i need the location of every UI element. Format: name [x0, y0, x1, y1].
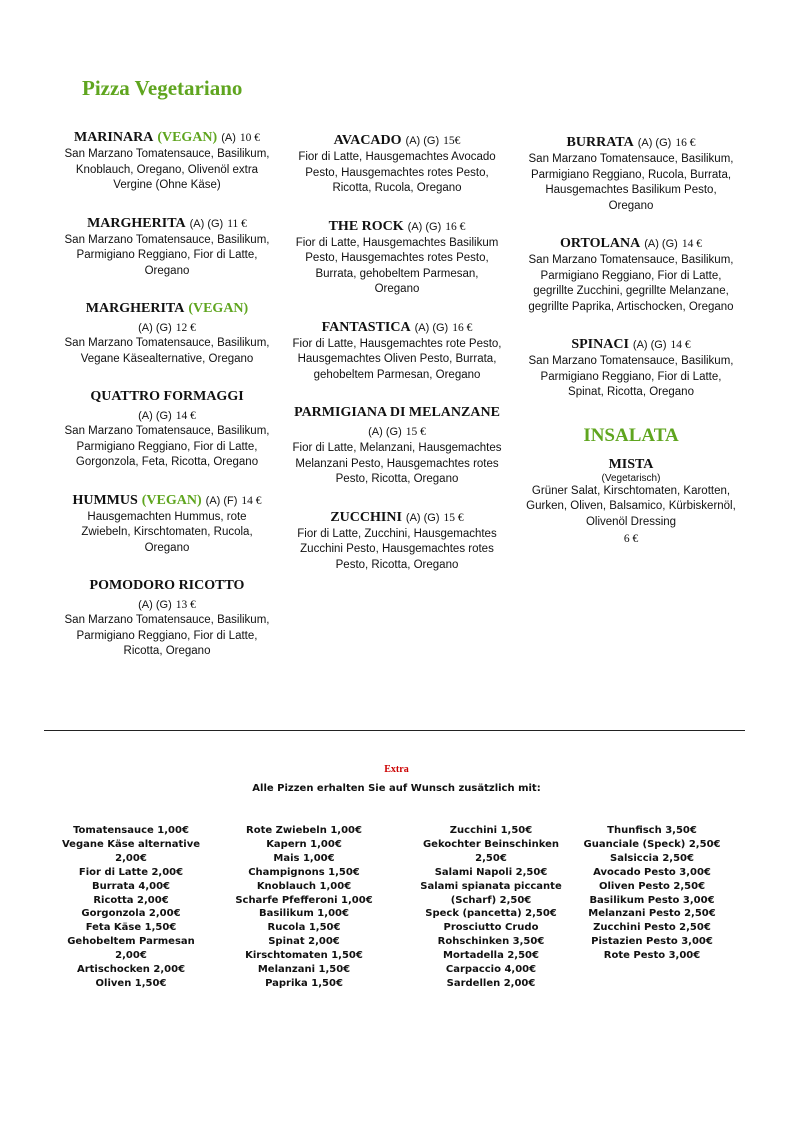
insalata-heading: INSALATA — [583, 424, 679, 446]
item-description: Fior di Latte, Hausgemachtes rote Pesto, Hausgemachtes Oliven Pesto, Burrata, gehobeltem Parmesan, Oregano — [292, 337, 502, 381]
item-name: POMODORO RICOTTO — [89, 578, 245, 593]
extra-line: Tomatensauce 1,00€ — [73, 825, 189, 836]
extra-line: Mortadella 2,50€ — [443, 950, 539, 962]
extra-line: Rote Zwiebeln 1,00€ — [246, 825, 362, 836]
item-name: MARINARA — [73, 130, 154, 145]
extra-line: Carpaccio 4,00€ — [445, 964, 537, 976]
item-codes: (A) — [221, 132, 236, 144]
menu-column-3 — [526, 133, 736, 565]
extra-line: Kapern 1,00€ — [266, 838, 342, 850]
extra-title: Extra — [384, 764, 409, 775]
item-codes: (A) (G) — [138, 599, 172, 611]
item-name: ZUCCHINI — [330, 509, 402, 525]
menu-item — [526, 234, 736, 315]
extra-column-1 — [46, 824, 216, 991]
menu-column-1 — [62, 128, 272, 680]
extra-line: 2,00€ — [115, 950, 147, 962]
extra-line: Fior di Latte 2,00€ — [78, 866, 184, 878]
item-codes: (A) (G) — [189, 217, 224, 230]
extra-line: Ricotta 2,00€ — [93, 894, 169, 906]
item-description: San Marzano Tomatensauce, Basilikum, Parmigiano Reggiano, Fior di Latte, Ricotta, Oregano — [64, 614, 270, 657]
extra-line: Oliven Pesto 2,50€ — [598, 880, 706, 892]
item-price: 15 € — [405, 426, 426, 438]
extra-line: Kirschtomaten 1,50€ — [245, 950, 363, 962]
item-name: MARGHERITA — [87, 215, 186, 231]
item-name: BURRATA — [566, 135, 634, 150]
item-price: 6 € — [623, 533, 639, 545]
extra-column-3 — [406, 824, 576, 991]
item-codes: (A) (G) — [138, 410, 172, 422]
menu-item — [526, 457, 736, 546]
menu-item — [526, 335, 736, 401]
item-description: San Marzano Tomatensauce, Basilikum, Parmigiano Reggiano, Fior di Latte, Gorgonzola, Feta, Ricotta, Oregano — [64, 425, 270, 468]
extra-line: Scharfe Pfefferoni 1,00€ — [235, 894, 373, 906]
item-name: HUMMUS — [72, 492, 138, 508]
extra-line: Vegane Käse alternative — [61, 838, 201, 850]
item-name: SPINACI — [571, 337, 629, 352]
menu-item — [292, 131, 502, 197]
extra-line: Zucchini 1,50€ — [449, 825, 533, 836]
menu-item — [526, 133, 736, 214]
extra-line: Melanzani 1,50€ — [257, 964, 351, 976]
extra-line: Gekochter Beinschinken — [422, 838, 560, 850]
extra-column-2 — [219, 824, 389, 991]
extra-line: Rote Pesto 3,00€ — [603, 950, 701, 962]
extra-line: Oliven 1,50€ — [95, 977, 167, 989]
item-description: Hausgemachten Hummus, rote Zwiebeln, Kirschtomaten, Rucola, Oregano — [81, 510, 253, 554]
extra-line: Rucola 1,50€ — [267, 922, 341, 934]
item-codes: (A) (G) — [138, 322, 172, 334]
extra-line: 2,50€ — [475, 852, 507, 864]
item-description: Fior di Latte, Hausgemachtes Avocado Pesto, Hausgemachtes rotes Pesto, Ricotta, Rucola, Oregano — [298, 151, 496, 194]
item-price: 16 € — [452, 321, 473, 334]
item-price: 12 € — [175, 322, 196, 334]
extra-line: Mais 1,00€ — [273, 852, 335, 864]
item-description: Grüner Salat, Kirschtomaten, Karotten, Gurken, Oliven, Balsamico, Kürbiskernöl, Olivenöl Dressing — [526, 484, 736, 528]
extra-line: Zucchini Pesto 2,50€ — [593, 922, 711, 934]
extra-line: 2,00€ — [115, 852, 147, 864]
extra-line: Basilikum Pesto 3,00€ — [589, 894, 715, 906]
menu-item — [62, 214, 272, 280]
page-title: Pizza Vegetariano — [82, 76, 243, 100]
item-codes: (A) (G) — [644, 238, 678, 250]
item-name: ORTOLANA — [560, 236, 641, 251]
extra-line: Avocado Pesto 3,00€ — [593, 866, 711, 878]
extra-line: Prosciutto Crudo — [443, 922, 539, 934]
item-tag: (VEGAN) — [157, 130, 218, 145]
extra-subtitle: Alle Pizzen erhalten Sie auf Wunsch zusätzlich mit: — [252, 783, 541, 794]
item-codes: (A) (G) — [368, 426, 402, 438]
extra-line: Knoblauch 1,00€ — [256, 880, 352, 892]
section-divider — [44, 730, 745, 731]
item-codes: (A) (G) — [407, 220, 442, 233]
extra-line: Salami spianata piccante — [420, 880, 562, 892]
item-tag: (VEGAN) — [141, 492, 202, 508]
menu-item — [62, 299, 272, 367]
extra-line: Thunfisch 3,50€ — [607, 825, 697, 836]
item-price: 16 € — [445, 220, 466, 233]
extra-line: Rohschinken 3,50€ — [437, 936, 545, 948]
extra-line: (Scharf) 2,50€ — [450, 894, 532, 906]
item-name: PARMIGIANA DI MELANZANE — [294, 405, 500, 420]
menu-item — [62, 576, 272, 660]
item-price: 15€ — [443, 135, 461, 147]
item-description: San Marzano Tomatensauce, Basilikum, Parmigiano Reggiano, Fior di Latte, Oregano — [64, 233, 270, 277]
extra-line: Speck (pancetta) 2,50€ — [425, 908, 557, 920]
item-name: MARGHERITA — [85, 301, 185, 316]
menu-item — [62, 387, 272, 471]
item-codes: (A) (G) — [405, 511, 440, 524]
item-description: San Marzano Tomatensauce, Basilikum, Parmigiano Reggiano, Fior di Latte, Spinat, Ricotta, Oregano — [528, 355, 734, 398]
item-codes: (A) (G) — [637, 137, 672, 149]
extra-line: Pistazien Pesto 3,00€ — [591, 936, 713, 948]
extra-line: Gehobeltem Parmesan — [67, 936, 195, 948]
item-price: 10 € — [239, 132, 260, 144]
menu-item — [292, 217, 502, 298]
extra-line: Feta Käse 1,50€ — [85, 922, 177, 934]
extra-column-4 — [567, 824, 737, 963]
extra-line: Spinat 2,00€ — [268, 936, 340, 948]
item-name: THE ROCK — [328, 218, 404, 234]
item-codes: (A) (G) — [414, 321, 449, 334]
menu-item — [292, 403, 502, 488]
item-note: (Vegetarisch) — [601, 472, 661, 484]
menu-item — [62, 491, 272, 557]
item-description: Fior di Latte, Hausgemachtes Basilikum Pesto, Hausgemachtes rotes Pesto, Burrata, gehobeltem Parmesan, Oregano — [295, 236, 499, 295]
item-price: 16 € — [675, 137, 696, 149]
item-name: FANTASTICA — [321, 319, 411, 335]
item-name: AVACADO — [333, 133, 402, 148]
extra-line: Burrata 4,00€ — [92, 880, 170, 892]
item-description: San Marzano Tomatensauce, Basilikum, Knoblauch, Oregano, Olivenöl extra Vergine (Ohne Käse) — [64, 148, 270, 191]
item-price: 14 € — [670, 339, 691, 351]
extra-line: Gorgonzola 2,00€ — [81, 908, 181, 920]
item-codes: (A) (F) — [205, 494, 238, 507]
item-price: 15 € — [443, 511, 464, 524]
extra-line: Guanciale (Speck) 2,50€ — [583, 838, 721, 850]
extra-line: Artischocken 2,00€ — [76, 964, 186, 976]
extra-line: Melanzani Pesto 2,50€ — [588, 908, 716, 920]
item-codes: (A) (G) — [632, 339, 667, 351]
item-description: San Marzano Tomatensauce, Basilikum, Parmigiano Reggiano, Rucola, Burrata, Hausgemachtes Basilikum Pesto, Oregano — [528, 153, 734, 212]
menu-item — [292, 508, 502, 574]
menu-item — [292, 318, 502, 384]
item-price: 14 € — [241, 494, 262, 507]
item-price: 11 € — [227, 217, 247, 230]
extra-line: Sardellen 2,00€ — [446, 977, 536, 989]
menu-column-2 — [292, 131, 502, 593]
menu-item — [62, 128, 272, 194]
item-name: MISTA — [608, 456, 654, 472]
extra-line: Basilikum 1,00€ — [259, 908, 349, 920]
extra-line: Paprika 1,50€ — [265, 977, 343, 989]
item-codes: (A) (G) — [405, 135, 440, 147]
extra-line: Salami Napoli 2,50€ — [434, 866, 548, 878]
item-price: 13 € — [175, 599, 196, 611]
item-description: San Marzano Tomatensauce, Basilikum, Parmigiano Reggiano, Fior di Latte, gegrillte Zucchini, gegrillte Melanzane, gegrillte Paprika, Artischocken, Oregano — [528, 254, 734, 313]
item-description: Fior di Latte, Melanzani, Hausgemachtes Melanzani Pesto, Hausgemachtes rotes Pesto, Ricotta, Oregano — [292, 442, 502, 485]
item-price: 14 € — [175, 410, 196, 422]
item-description: Fior di Latte, Zucchini, Hausgemachtes Zucchini Pesto, Hausgemachtes rotes Pesto, Ricotta, Oregano — [297, 527, 497, 571]
item-name: QUATTRO FORMAGGI — [90, 389, 244, 404]
extra-line: Salsiccia 2,50€ — [610, 852, 694, 864]
item-price: 14 € — [681, 238, 702, 250]
extra-line: Champignons 1,50€ — [248, 866, 360, 878]
item-description: San Marzano Tomatensauce, Basilikum, Vegane Käsealternative, Oregano — [64, 337, 270, 365]
item-tag: (VEGAN) — [188, 301, 249, 316]
